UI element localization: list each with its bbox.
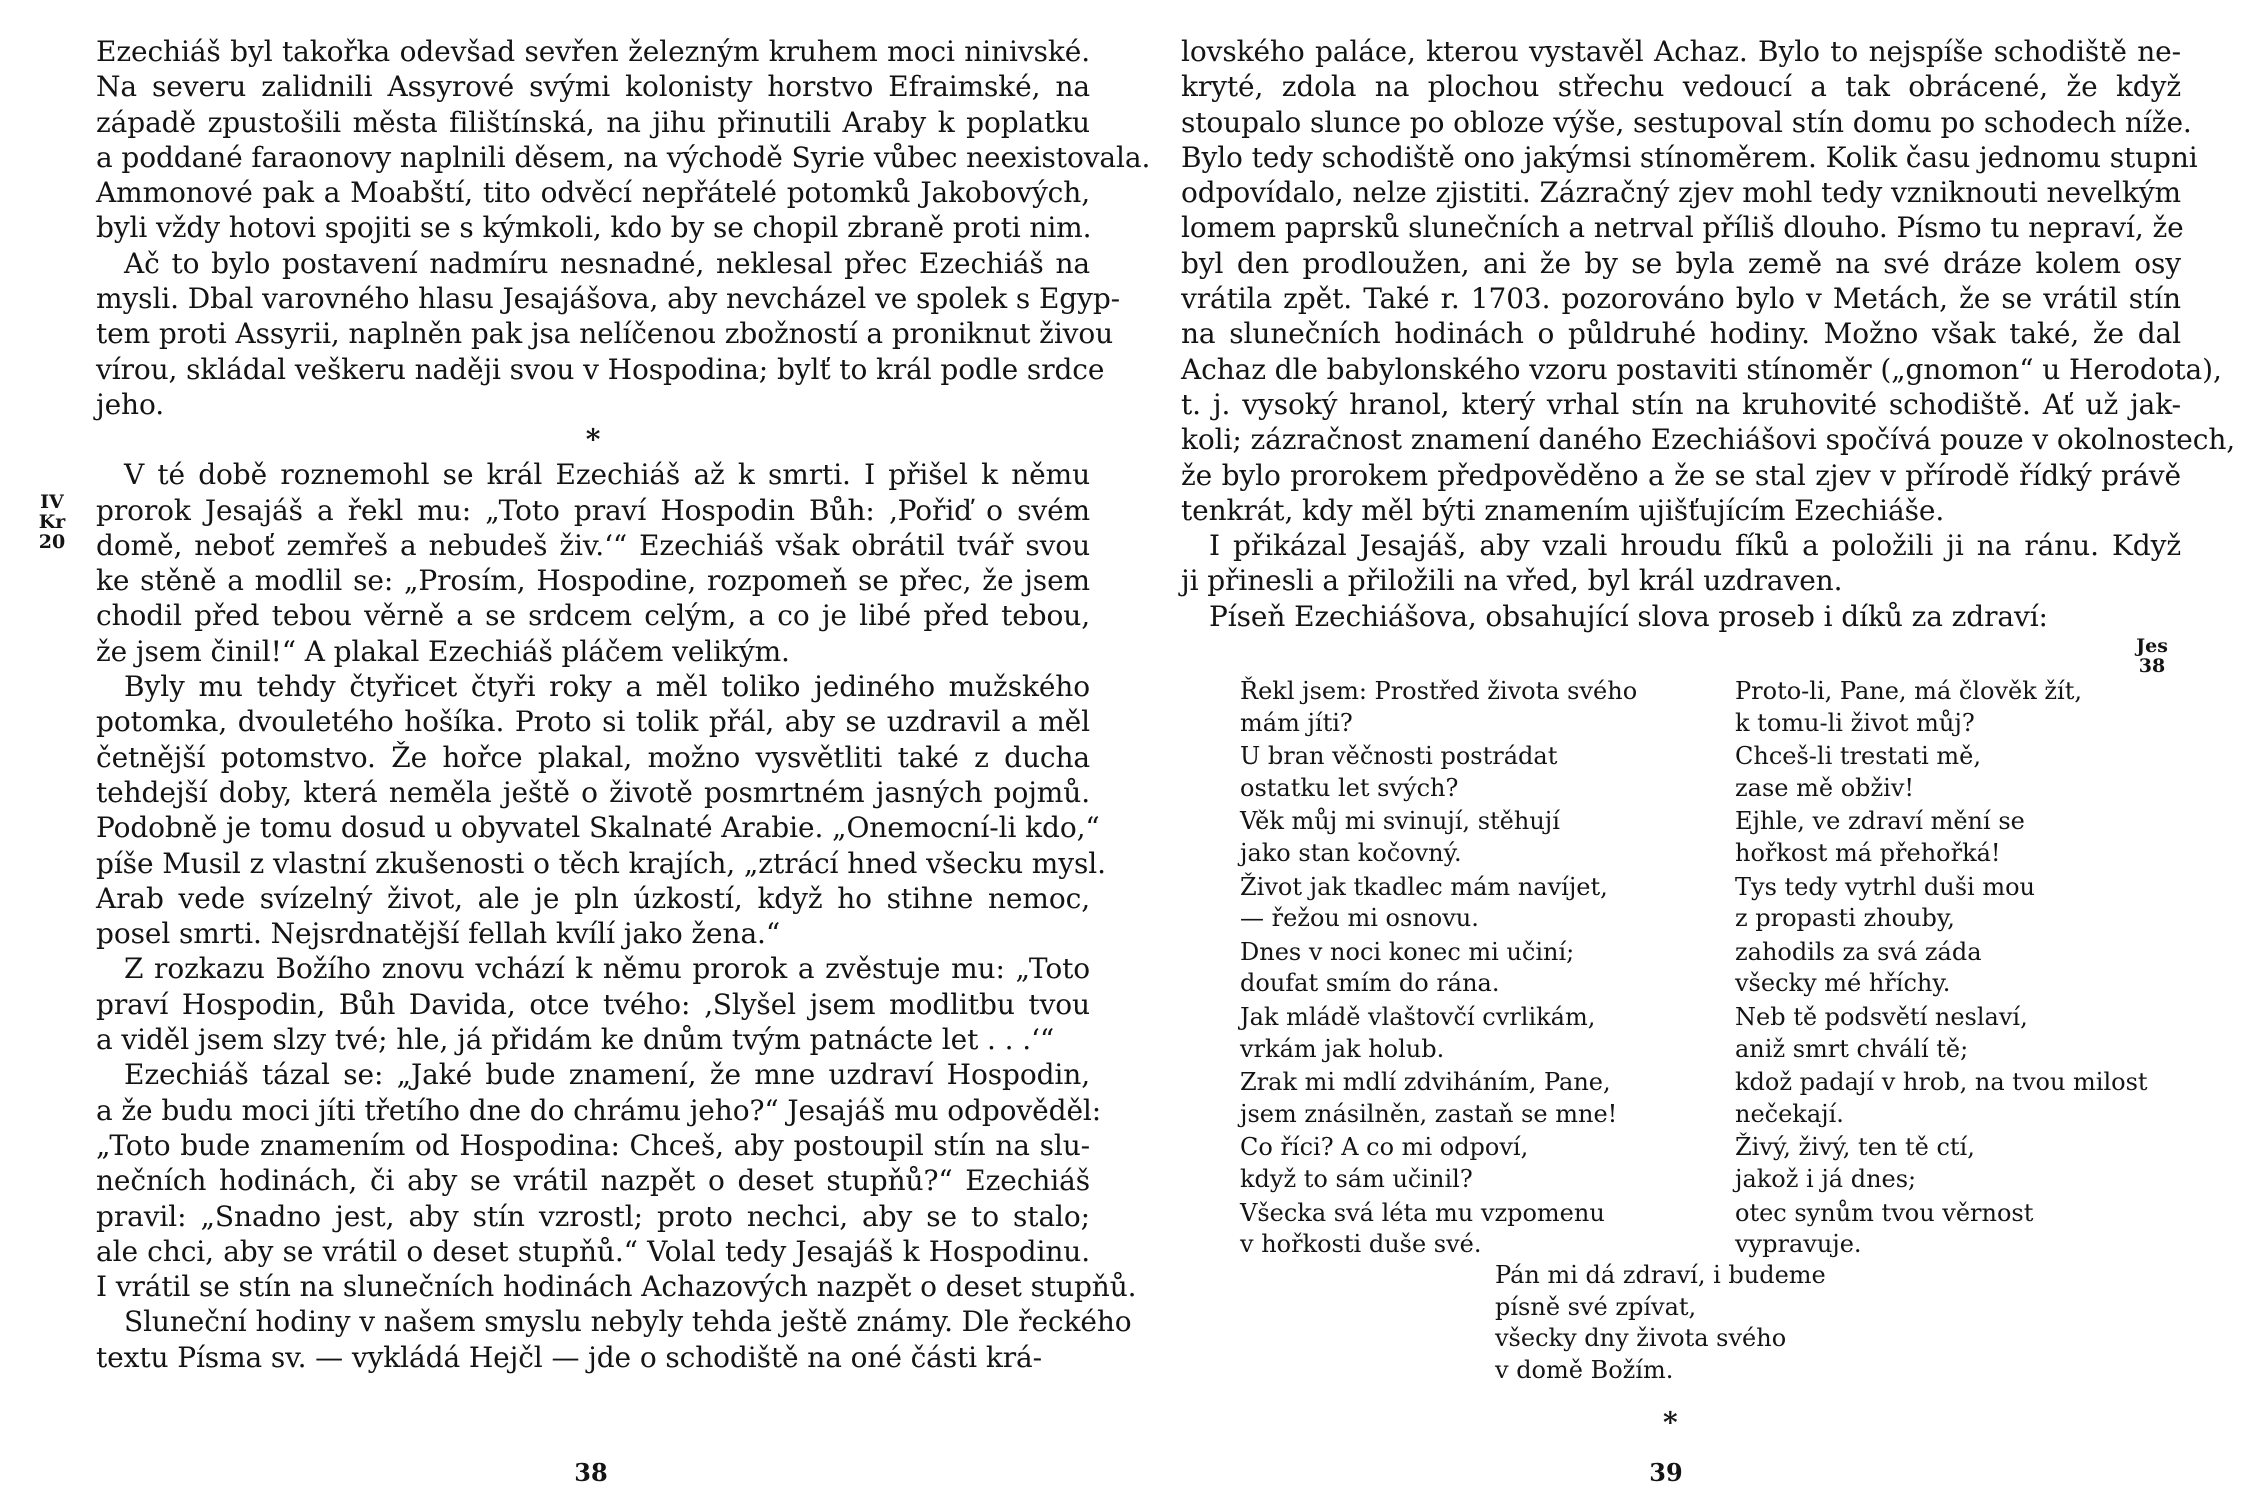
poem-line: písně své zpívat, [1495,1292,1697,1321]
poem-stanza [1240,1002,1637,1065]
text-line: Bylo tedy schodiště ono jakýmsi stínoměrem. Kolik času jednomu stupni [1181,140,2198,174]
poem-column-left [1240,676,1637,1263]
text-line: Ammonové pak a Moabští, tito odvěcí nepřátelé potomků Jakobových, [96,176,1090,210]
text-line: kryté, zdola na plochou střechu vedoucí a tak obrácené, že když [1181,70,2181,104]
poem-line: ostatku let svých? [1240,773,1459,802]
text-line: lomem paprsků slunečních a netrval příliš dlouho. Písmo tu nepraví, že [1181,211,2184,245]
text-line: ale chci, aby se vrátil o deset stupňů.“ Volal tedy Jesajáš k Hospodinu. [96,1234,1090,1268]
poem-stanza [1735,1002,2148,1065]
poem-line: Dnes v noci konec mi učiní; [1240,937,1575,966]
poem-line: Ejhle, ve zdraví mění se [1735,807,2025,836]
text-line: prorok Jesajáš a řekl mu: „Toto praví Hospodin Bůh: ‚Pořiď o svém [96,493,1090,527]
poem-line: doufat smím do rána. [1240,969,1500,998]
page-number-left: 38 [574,1458,608,1487]
text-line: píše Musil z vlastní zkušenosti o těch krajích, „ztrácí hned všecku mysl. [96,846,1106,880]
text-line: a poddané faraonovy naplnili děsem, na východě Syrie vůbec neexistovala. [96,140,1151,174]
paragraph [1181,34,2236,528]
text-line: na slunečních hodinách o půldruhé hodiny. Možno však také, že dal [1181,317,2181,351]
poem-line: kdož padají v hrob, na tvou milost [1735,1068,2148,1097]
text-line: Byly mu tehdy čtyřicet čtyři roky a měl toliko jediného mužského [124,670,1090,704]
poem-stanza [1735,806,2148,869]
poem-stanza [1735,872,2148,935]
text-line: a že budu moci jíti třetího dne do chrámu jeho?“ Jesajáš mu odpověděl: [96,1093,1102,1127]
margin-ref-chapter: 20 [38,531,66,553]
poem-line: Co říci? A co mi odpoví, [1240,1133,1529,1162]
poem-line: Zrak mi mdlí zdviháním, Pane, [1240,1068,1611,1097]
poem-line: hořkost má přehořká! [1735,838,2001,867]
poem-stanza [1735,676,2148,739]
poem-line: vypravuje. [1735,1230,1862,1259]
text-line: t. j. vysoký hranol, který vrhal stín na kruhovité schodiště. Ať už jak- [1181,387,2181,421]
text-line: četnější potomstvo. Že hořce plakal, možno vysvětliti také z ducha [96,740,1090,774]
poem-line: v hořkosti duše své. [1240,1230,1482,1259]
text-line: Podobně je tomu dosud u obyvatel Skalnaté Arabie. „Onemocní-li kdo,“ [96,811,1100,845]
poem-line: k tomu-li život můj? [1735,708,1975,737]
paragraph [96,246,1121,422]
text-line: stoupalo slunce po obloze výše, sestupoval stín domu po schodech níže. [1181,105,2192,139]
text-line: tem proti Assyrii, naplněn pak jsa nelíčenou zbožností a proniknut živou [96,317,1114,351]
poem-line: všecky mé hříchy. [1735,969,1951,998]
text-line: mysli. Dbal varovného hlasu Jesajášova, aby nevcházel ve spolek s Egyp- [96,282,1121,316]
margin-reference-left [28,492,76,552]
section-divider-asterisk: * [585,423,601,457]
page-number-right: 39 [1649,1458,1683,1487]
poem-stanza [1240,806,1637,869]
poem-stanza [1240,1067,1637,1130]
text-line: koli; zázračnost znamení daného Ezechiášovi spočívá pouze v okolnostech, [1181,423,2236,457]
text-line: Sluneční hodiny v našem smyslu nebyly tehda ještě známy. Dle řeckého [124,1305,1132,1339]
poem-line: Pán mi dá zdraví, i budeme [1495,1261,1826,1289]
text-line: byl den prodloužen, ani že by se byla země na své dráze kolem osy [1181,246,2181,280]
margin-ref-book: Jes [2136,635,2168,657]
poem-line: jsem znásilněn, zastaň se mne! [1240,1099,1618,1128]
poem-stanza [1240,937,1637,1000]
paragraph [96,1057,1137,1304]
paragraph [96,669,1106,951]
poem-line: v domě Božím. [1495,1355,1674,1384]
poem-line: Tys tedy vytrhl duši mou [1735,872,2036,901]
paragraph [1181,599,2181,634]
poem-line: otec synům tvou věrnost [1735,1198,2034,1227]
poem-line: Život jak tkadlec mám navíjet, [1240,872,1608,901]
text-line: Arab vede svízelný život, ale je pln úzkostí, když ho stihne nemoc, [96,881,1090,915]
poem-stanza [1240,1132,1637,1195]
paragraph [96,951,1090,1057]
poem-line: z propasti zhouby, [1735,904,1955,933]
poem-line: Živý, živý, ten tě ctí, [1735,1133,1975,1162]
text-line: tehdejší doby, která neměla ještě o životě posmrtném jasných pojmů. [96,775,1090,809]
poem-stanza [1735,1198,2148,1261]
margin-reference-right [2130,636,2174,676]
poem-stanza [1240,676,1637,739]
text-line: byli vždy hotovi spojiti se s kýmkoli, kdo by se chopil zbraně proti nim. [96,211,1092,245]
text-line: ji přinesli a přiložili na vřed, byl král uzdraven. [1181,564,1843,598]
poem-stanza [1240,741,1637,804]
text-line: že bylo prorokem předpověděno a že se stal zjev v přírodě řídký právě [1181,458,2181,492]
poem-line: Proto-li, Pane, má člověk žít, [1735,677,2082,705]
text-line: I vrátil se stín na slunečních hodinách Achazových nazpět o deset stupňů. [96,1270,1137,1304]
text-line: pravil: „Snadno jest, aby stín vzrostl; proto nechci, aby se to stalo; [96,1199,1090,1233]
poem-line: zase mě obživ! [1735,773,1915,802]
text-line: lovského paláce, kterou vystavěl Achaz. Bylo to nejspíše schodiště ne- [1181,35,2181,68]
poem-stanza [1240,1198,1637,1261]
right-text-block [1181,34,2236,634]
poem-line: Neb tě podsvětí neslaví, [1735,1002,2028,1031]
paragraph [96,457,1090,669]
poem-column-right [1735,676,2148,1263]
poem-line: všecky dny života svého [1495,1324,1787,1353]
text-line: I přikázal Jesajáš, aby vzali hroudu fíků a položili ji na ránu. Když [1209,529,2181,563]
text-line: vírou, skládal veškeru naději svou v Hospodina; bylť to král podle srdce [96,352,1105,386]
text-line: Ač to bylo postavení nadmíru nesnadné, neklesal přec Ezechiáš na [124,246,1090,280]
text-line: V té době roznemohl se král Ezechiáš až k smrti. I přišel k němu [124,458,1090,492]
text-line: Píseň Ezechiášova, obsahující slova proseb i díků za zdraví: [1209,599,2048,633]
poem-line: Řekl jsem: Prostřed života svého [1240,677,1638,705]
poem-stanza [1735,937,2148,1000]
text-line: potomka, dvouletého hošíka. Proto si tolik přál, aby se uzdravil a měl [96,705,1090,739]
poem-line: aniž smrt chválí tě; [1735,1034,1969,1063]
poem-stanza [1735,741,2148,804]
poem-line: Jak mládě vlaštovčí cvrlikám, [1240,1002,1596,1031]
poem-line: mám jíti? [1240,708,1353,737]
text-line: posel smrti. Nejsrdnatější fellah kvílí jako žena.“ [96,917,781,951]
paragraph [96,1304,1132,1375]
poem-line: Chceš-li trestati mě, [1735,742,1981,771]
poem-line: jako stan kočovný. [1240,838,1462,867]
text-line: textu Písma sv. — vykládá Hejčl — jde o schodiště na oné části krá- [96,1340,1042,1374]
right-page [1123,0,2246,1500]
margin-ref-book: IV Kr [38,491,66,533]
text-line: Ezechiáš tázal se: „Jaké bude znamení, že mne uzdraví Hospodin, [124,1058,1090,1092]
text-line: praví Hospodin, Bůh Davida, otce tvého: ‚Slyšel jsem modlitbu tvou [96,987,1090,1021]
poem-line: U bran věčnosti postrádat [1240,742,1558,771]
text-line: vrátila zpět. Také r. 1703. pozorováno bylo v Metách, že se vrátil stín [1181,282,2181,316]
poem-line: zahodils za svá záda [1735,937,1982,966]
poem-final-stanza [1495,1260,1826,1386]
poem-line: jakož i já dnes; [1735,1164,1917,1193]
poem-stanza [1735,1132,2148,1195]
section-end-asterisk: * [1663,1406,1678,1439]
poem-line: — řežou mi osnovu. [1240,904,1479,933]
text-line: „Toto bude znamením od Hospodina: Chceš, aby postoupil stín na slu- [96,1128,1090,1162]
text-line: Na severu zalidnili Assyrové svými kolonisty horstvo Efraimské, na [96,70,1090,104]
text-line: ke stěně a modlil se: „Prosím, Hospodine, rozpomeň se přec, že jsem [96,564,1090,598]
text-line: západě zpustošili města filištínská, na jihu přinutili Araby k poplatku [96,105,1090,139]
paragraph [1181,528,2181,599]
margin-ref-chapter: 38 [2138,655,2166,677]
poem-line: Všecka svá léta mu vzpomenu [1240,1198,1605,1227]
poem-stanza [1735,1067,2148,1130]
left-text-block [96,34,1151,1375]
text-line: Ezechiáš byl takořka odevšad sevřen železným kruhem moci ninivské. [96,35,1090,68]
text-line: že jsem činil!“ A plakal Ezechiáš pláčem velikým. [96,634,790,668]
text-line: odpovídalo, nelze zjistiti. Zázračný zjev mohl tedy vzniknouti nevelkým [1181,176,2181,210]
text-line: Z rozkazu Božího znovu vchází k němu prorok a zvěstuje mu: „Toto [124,952,1090,986]
poem-stanza [1240,872,1637,935]
text-line: chodil před tebou věrně a se srdcem celým, a co je libé před tebou, [96,599,1090,633]
poem-line: vrkám jak holub. [1240,1034,1445,1063]
text-line: jeho. [96,387,165,421]
text-line: a viděl jsem slzy tvé; hle, já přidám ke dnům tvým patnácte let . . .‘“ [96,1023,1055,1057]
poem-line: Věk můj mi svinují, stěhují [1240,807,1560,836]
poem-line: když to sám učinil? [1240,1164,1473,1193]
text-line: tenkrát, kdy měl býti znamením ujišťujícím Ezechiáše. [1181,493,1945,527]
text-line: nečních hodinách, či aby se vrátil nazpět o deset stupňů?“ Ezechiáš [96,1164,1090,1198]
poem-line: nečekají. [1735,1099,1844,1128]
paragraph [96,34,1151,246]
text-line: Achaz dle babylonského vzoru postaviti stínoměr („gnomon“ u Herodota), [1181,352,2222,386]
text-line: domě, neboť zemřeš a nebudeš živ.‘“ Ezechiáš však obrátil tvář svou [96,528,1090,562]
